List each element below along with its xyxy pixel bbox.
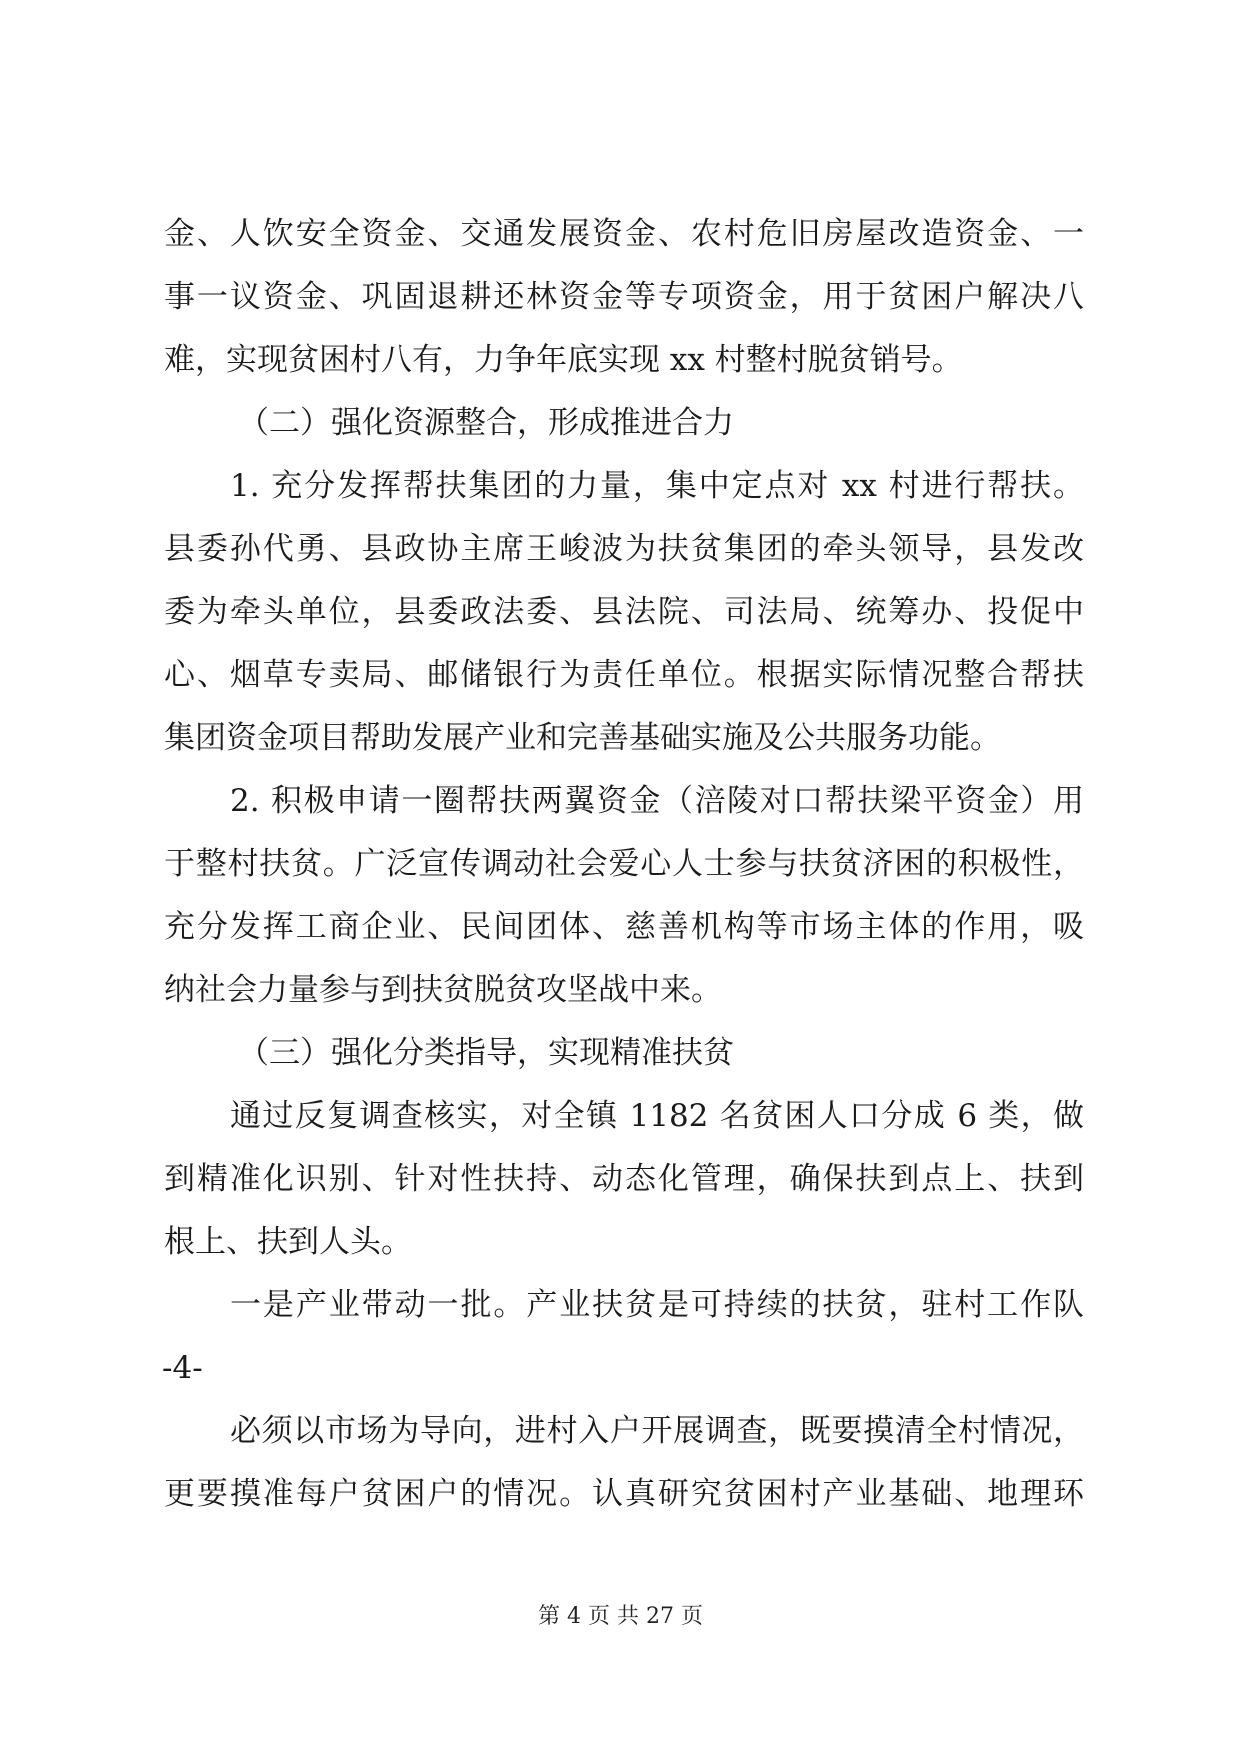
paragraph-line: 必须以市场为导向，进村入户开展调查，既要摸清全村情况， bbox=[230, 1413, 1084, 1449]
paragraph-line: 事一议资金、巩固退耕还林资金等专项资金，用于贫困户解决八 bbox=[164, 279, 1084, 315]
section-heading: （三）强化分类指导，实现精准扶贫 bbox=[238, 1035, 734, 1071]
paragraph-line: 委为牵头单位，县委政法委、县法院、司法局、统筹办、投促中 bbox=[164, 594, 1084, 630]
page-footer: 第 4 页 共 27 页 bbox=[538, 1604, 703, 1629]
paragraph-line: 1. 充分发挥帮扶集团的力量，集中定点对 xx 村进行帮扶。 bbox=[230, 468, 1084, 504]
paragraph-line: 于整村扶贫。广泛宣传调动社会爱心人士参与扶贫济困的积极性， bbox=[164, 846, 1084, 882]
paragraph-line: 集团资金项目帮助发展产业和完善基础实施及公共服务功能。 bbox=[164, 720, 1001, 756]
inline-page-mark: -4- bbox=[162, 1350, 203, 1386]
paragraph-line: 县委孙代勇、县政协主席王峻波为扶贫集团的牵头领导，县发改 bbox=[164, 531, 1084, 567]
section-heading: （二）强化资源整合，形成推进合力 bbox=[238, 405, 734, 441]
paragraph-line: 根上、扶到人头。 bbox=[164, 1224, 412, 1260]
paragraph-line: 更要摸准每户贫困户的情况。认真研究贫困村产业基础、地理环 bbox=[164, 1476, 1084, 1512]
paragraph-line: 难，实现贫困村八有，力争年底实现 xx 村整村脱贫销号。 bbox=[164, 342, 963, 378]
paragraph-line: 金、人饮安全资金、交通发展资金、农村危旧房屋改造资金、一 bbox=[164, 216, 1084, 252]
paragraph-line: 纳社会力量参与到扶贫脱贫攻坚战中来。 bbox=[164, 972, 722, 1008]
paragraph-line: 通过反复调查核实，对全镇 1182 名贫困人口分成 6 类，做 bbox=[230, 1098, 1084, 1134]
paragraph-line: 充分发挥工商企业、民间团体、慈善机构等市场主体的作用，吸 bbox=[164, 909, 1084, 945]
paragraph-line: 心、烟草专卖局、邮储银行为责任单位。根据实际情况整合帮扶 bbox=[164, 657, 1084, 693]
paragraph-line: 2. 积极申请一圈帮扶两翼资金（涪陵对口帮扶梁平资金）用 bbox=[230, 783, 1084, 819]
paragraph-line: 一是产业带动一批。产业扶贫是可持续的扶贫，驻村工作队 bbox=[230, 1287, 1084, 1323]
paragraph-line: 到精准化识别、针对性扶持、动态化管理，确保扶到点上、扶到 bbox=[164, 1161, 1084, 1197]
